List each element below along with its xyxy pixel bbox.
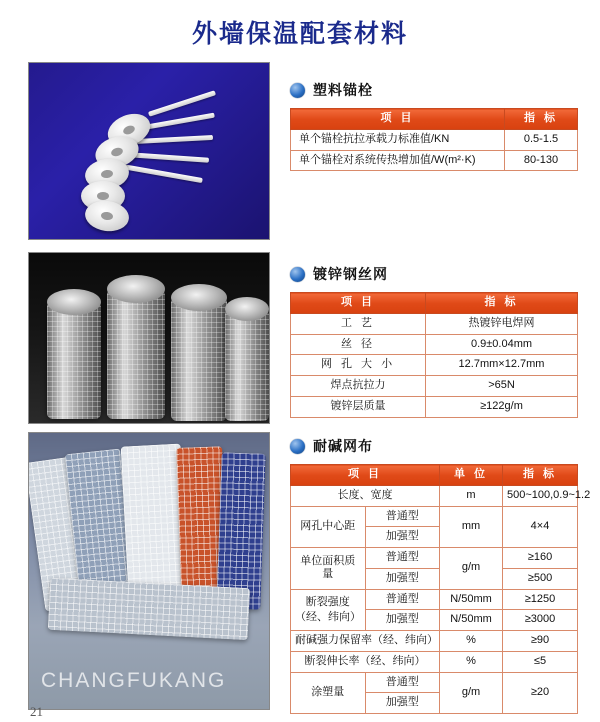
cell-item: 单位面积质量 [291, 548, 366, 590]
col-header-item: 项 目 [291, 293, 426, 314]
table-row [291, 672, 578, 693]
table-row [291, 589, 578, 610]
cell-type: 加强型 [365, 568, 440, 589]
alkali-spec-table [290, 464, 591, 714]
table-row [291, 376, 578, 397]
section-title: 镀锌钢丝网 [313, 266, 388, 282]
galvanized-mesh-photo [28, 252, 270, 424]
cell-item: 耐碱强力保留率（经、纬向） [291, 631, 440, 652]
plastic-anchor-photo [28, 62, 270, 240]
table-row [291, 631, 578, 652]
cell-item: 断裂伸长率（经、纬向） [291, 651, 440, 672]
col-header-item: 项 目 [291, 109, 505, 130]
section-header-galvanized-mesh [290, 264, 578, 284]
col-header-unit: 单 位 [440, 465, 503, 486]
col-header-item: 项 目 [291, 465, 440, 486]
col-header-index: 指 标 [505, 109, 578, 130]
section-title: 塑料锚栓 [313, 82, 373, 98]
cell-value: 80-130 [505, 150, 578, 171]
cell-item: 丝 径 [291, 334, 426, 355]
cell-unit: m [440, 485, 503, 506]
cell-unit: mm [440, 506, 503, 548]
cell-type: 普通型 [365, 506, 440, 527]
page-number: 21 [30, 704, 43, 719]
cell-value: >65N [426, 376, 578, 397]
section-plastic-anchor [0, 62, 600, 252]
table-row [291, 396, 578, 417]
cell-item: 单个锚栓抗拉承载力标准值/KN [291, 129, 505, 150]
cell-type: 加强型 [365, 610, 440, 631]
cell-type: 普通型 [365, 548, 440, 569]
cell-value: 500~100,0.9~1.2 [503, 485, 578, 506]
table-row [291, 506, 578, 527]
table-row [291, 485, 578, 506]
cell-unit: N/50mm [440, 589, 503, 610]
cell-value: ≥20 [503, 672, 578, 714]
table-row [291, 334, 578, 355]
table-row [291, 313, 578, 334]
section-header-alkali-mesh [290, 436, 578, 456]
cell-value: 12.7mm×12.7mm [426, 355, 578, 376]
cell-value: ≥3000 [503, 610, 578, 631]
section-alkali-resistant-mesh [0, 432, 600, 718]
blue-sphere-bullet-icon [290, 439, 305, 454]
cell-value: 0.5-1.5 [505, 129, 578, 150]
section-galvanized-mesh [0, 252, 600, 432]
cell-type: 普通型 [365, 672, 440, 693]
cell-value: ≥160 [503, 548, 578, 569]
cell-item: 焊点抗拉力 [291, 376, 426, 397]
cell-unit: g/m [440, 548, 503, 590]
table-header-row [291, 465, 578, 486]
blue-sphere-bullet-icon [290, 83, 305, 98]
table-row [291, 129, 578, 150]
cell-item: 镀锌层质量 [291, 396, 426, 417]
cell-item: 工 艺 [291, 313, 426, 334]
cell-unit: % [440, 631, 503, 652]
cell-type: 加强型 [365, 693, 440, 714]
cell-unit: N/50mm [440, 610, 503, 631]
cell-value: 0.9±0.04mm [426, 334, 578, 355]
table-row [291, 651, 578, 672]
cell-value: ≥500 [503, 568, 578, 589]
cell-value: 4×4 [503, 506, 578, 548]
section-title: 耐碱网布 [313, 438, 373, 454]
cell-item: 断裂强度 （经、纬向） [291, 589, 366, 631]
alkali-spec-block [290, 436, 591, 714]
section-header-plastic-anchor [290, 80, 578, 100]
anchor-spec-block [290, 80, 578, 171]
cell-type: 加强型 [365, 527, 440, 548]
cell-item: 涂塑量 [291, 672, 366, 714]
cell-value: ≤5 [503, 651, 578, 672]
galvanized-spec-table [290, 292, 578, 418]
table-header-row [291, 293, 578, 314]
page-title: 外墙保温配套材料 [191, 21, 408, 48]
cell-item: 网 孔 大 小 [291, 355, 426, 376]
cell-value: ≥90 [503, 631, 578, 652]
table-header-row [291, 109, 578, 130]
watermark-text: CHANGFUKANG [41, 669, 227, 692]
col-header-index: 指 标 [503, 465, 578, 486]
table-row [291, 355, 578, 376]
galvanized-spec-block [290, 264, 578, 418]
cell-unit: g/m [440, 672, 503, 714]
cell-item: 长度、宽度 [291, 485, 440, 506]
cell-value: ≥1250 [503, 589, 578, 610]
cell-type: 普通型 [365, 589, 440, 610]
cell-item: 单个锚栓对系统传热增加值/W(m²·K) [291, 150, 505, 171]
alkali-mesh-photo [28, 432, 270, 710]
cell-value: 热镀锌电焊网 [426, 313, 578, 334]
cell-value: ≥122g/m [426, 396, 578, 417]
table-row [291, 150, 578, 171]
col-header-index: 指 标 [426, 293, 578, 314]
cell-unit: % [440, 651, 503, 672]
cell-item: 网孔中心距 [291, 506, 366, 548]
table-row [291, 548, 578, 569]
anchor-spec-table [290, 108, 578, 171]
blue-sphere-bullet-icon [290, 267, 305, 282]
